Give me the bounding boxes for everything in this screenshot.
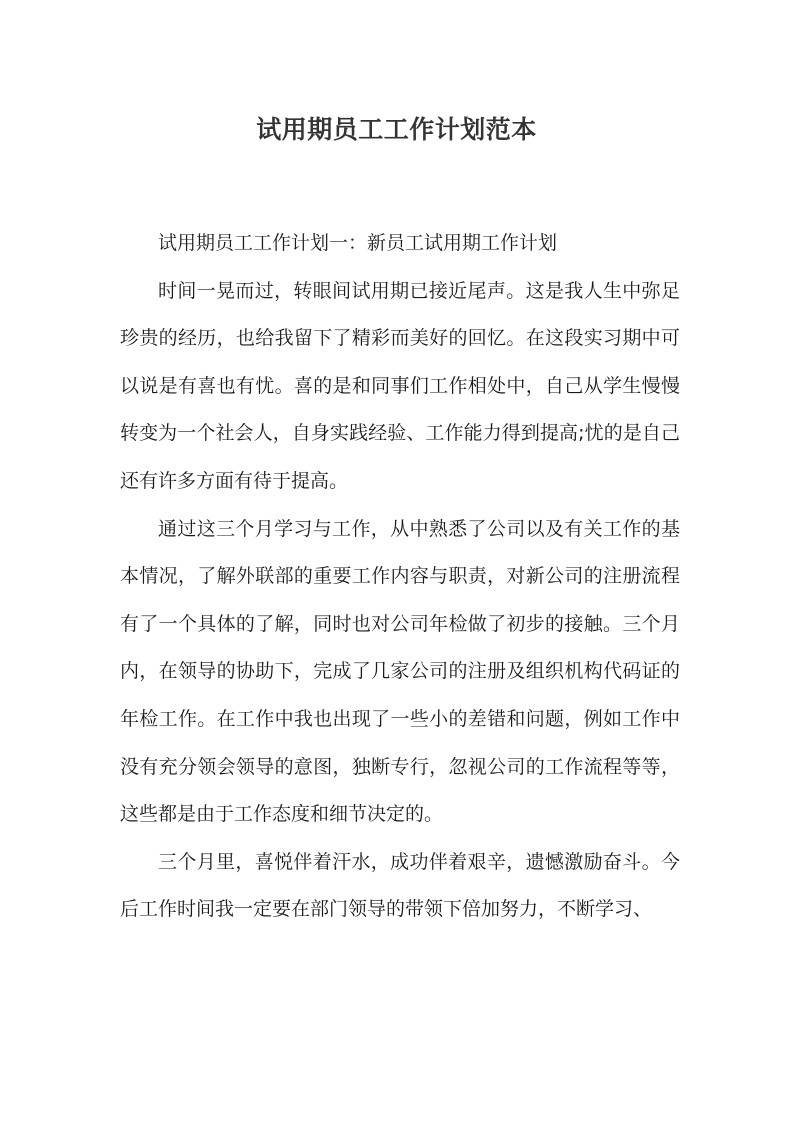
paragraph-subtitle: 试用期员工工作计划一：新员工试用期工作计划: [158, 232, 558, 254]
paragraph-2: 通过这三个月学习与工作，从中熟悉了公司以及有关工作的基本情况，了解外联部的重要工作内容与职责，对新公司的注册流程有了一个具体的了解，同时也对公司年检做了初步的接触。三个月内，在领导的协助下，完成了几家公司的注册及组织机构代码证的年检工作。在工作中我也出现了一些小的差错和问题，例如工作中没有充分领会领导的意图，独断专行，忽视公司的工作流程等等，这些都是由于工作态度和细节决定的。: [120, 517, 680, 826]
paragraph-3: 三个月里，喜悦伴着汗水，成功伴着艰辛，遗憾激励奋斗。今后工作时间我一定要在部门领导的带领下倍加努力，不断学习、: [120, 850, 680, 921]
document-body: [120, 220, 680, 934]
document-title: 试用期员工工作计划范本: [256, 115, 537, 144]
paragraph-1: 时间一晃而过，转眼间试用期已接近尾声。这是我人生中弥足珍贵的经历，也给我留下了精彩而美好的回忆。在这段实习期中可以说是有喜也有忧。喜的是和同事们工作相处中，自己从学生慢慢转变为一个社会人，自身实践经验、工作能力得到提高;忧的是自己还有许多方面有待于提高。: [120, 279, 680, 492]
